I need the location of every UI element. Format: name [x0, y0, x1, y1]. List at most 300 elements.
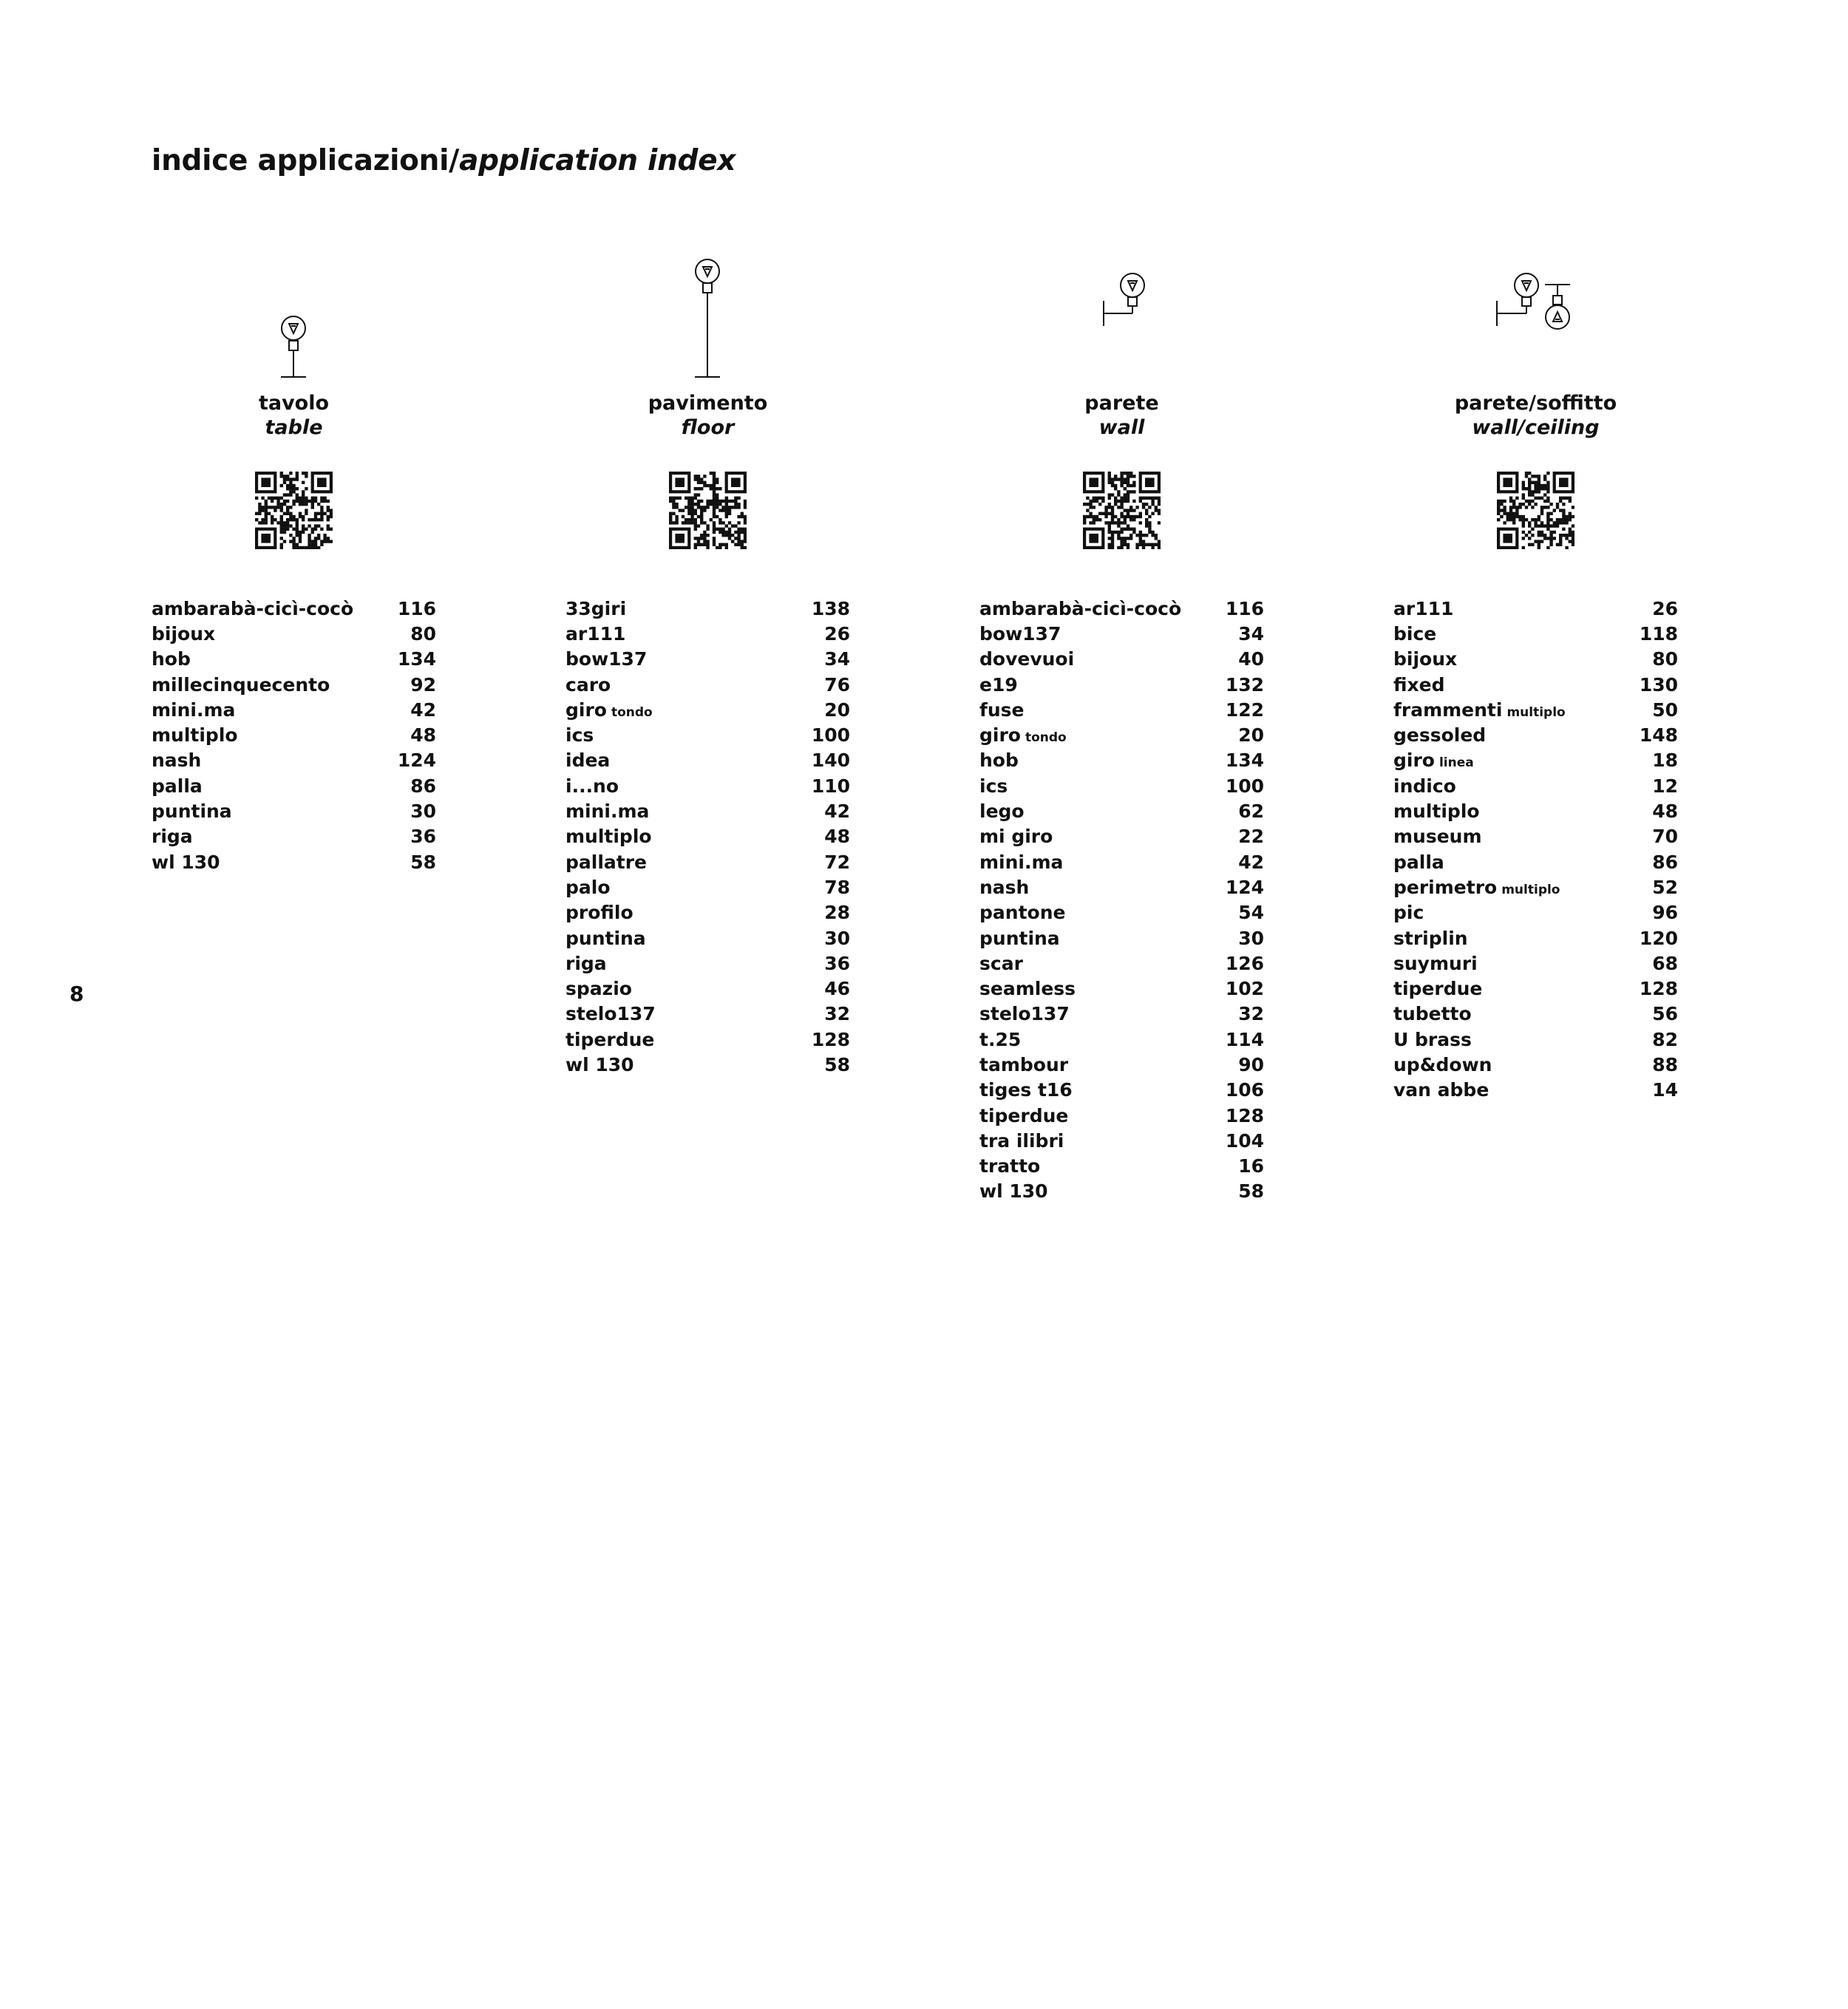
- product-name-text: lego: [979, 800, 1025, 823]
- product-name-text: giro: [565, 698, 607, 721]
- list-item[interactable]: [979, 1078, 1264, 1103]
- page-reference: 122: [1225, 698, 1264, 721]
- page-reference: 42: [410, 698, 436, 721]
- list-item[interactable]: [1393, 900, 1678, 925]
- list-item[interactable]: [979, 697, 1264, 722]
- list-item[interactable]: [979, 874, 1264, 900]
- product-name-text: perimetro: [1393, 876, 1498, 898]
- category-italian: parete: [1084, 392, 1159, 415]
- product-name: [565, 1029, 654, 1050]
- product-name-text: millecinquecento: [152, 673, 330, 696]
- list-item[interactable]: [979, 824, 1264, 849]
- product-name: [152, 699, 235, 721]
- product-name: [565, 851, 647, 873]
- page-reference: 30: [824, 927, 850, 949]
- product-name-text: multiplo: [1393, 800, 1480, 823]
- list-item[interactable]: [152, 697, 436, 722]
- page-reference: 120: [1639, 927, 1678, 949]
- index-list: [152, 596, 436, 874]
- index-list: [565, 596, 850, 1078]
- list-item[interactable]: [1393, 697, 1678, 722]
- list-item[interactable]: [1393, 874, 1678, 900]
- list-item[interactable]: [1393, 798, 1678, 823]
- page-reference: 18: [1652, 749, 1678, 772]
- list-item[interactable]: [979, 976, 1264, 1001]
- product-name-text: riga: [565, 952, 607, 974]
- list-item[interactable]: [979, 647, 1264, 672]
- list-item[interactable]: [979, 1103, 1264, 1128]
- page-reference: 126: [1225, 952, 1264, 974]
- page-reference: 114: [1225, 1028, 1264, 1050]
- product-name-text: tiges t16: [979, 1079, 1073, 1101]
- product-name-text: puntina: [979, 927, 1060, 949]
- column-floor: [565, 0, 850, 1257]
- page-reference: 128: [1225, 1104, 1264, 1126]
- index-list: [1393, 596, 1678, 1103]
- product-name: [979, 877, 1029, 898]
- list-item[interactable]: [979, 900, 1264, 925]
- product-name: [1393, 902, 1424, 923]
- product-name: [1393, 1054, 1492, 1075]
- product-name-text: tiperdue: [565, 1028, 655, 1050]
- list-item[interactable]: [565, 798, 850, 823]
- page-reference: 32: [1238, 1003, 1264, 1025]
- product-name: [1393, 1003, 1472, 1024]
- page-reference: 34: [1238, 622, 1264, 645]
- product-name: [1393, 1079, 1489, 1101]
- product-name-text: mi giro: [979, 826, 1053, 848]
- list-item[interactable]: [565, 976, 850, 1001]
- list-item[interactable]: [152, 647, 436, 672]
- product-name: [565, 953, 607, 974]
- product-name: [152, 826, 193, 847]
- product-name: [565, 928, 646, 949]
- list-item[interactable]: [1393, 773, 1678, 798]
- product-name: [1393, 1029, 1472, 1050]
- product-name-text: U brass: [1393, 1028, 1472, 1050]
- product-name: [1393, 724, 1486, 746]
- page-reference: 30: [410, 800, 436, 823]
- list-item[interactable]: [1393, 951, 1678, 976]
- list-item[interactable]: [565, 621, 850, 646]
- column-wall-ceiling: [1393, 0, 1678, 1257]
- product-name-text: fuse: [979, 698, 1025, 721]
- list-item[interactable]: [565, 1027, 850, 1052]
- product-name-text: 33giri: [565, 597, 627, 619]
- list-item[interactable]: [979, 1052, 1264, 1077]
- product-name: [1393, 674, 1445, 696]
- product-name: [565, 598, 626, 619]
- title-english: application index: [459, 144, 736, 177]
- product-name-text: tratto: [979, 1155, 1041, 1177]
- list-item[interactable]: [979, 621, 1264, 646]
- product-name: [1393, 775, 1456, 797]
- product-name-text: dovevuoi: [979, 648, 1075, 670]
- page-reference: 148: [1639, 724, 1678, 747]
- product-name: [979, 699, 1025, 721]
- page-reference: 48: [1652, 800, 1678, 823]
- page-reference: 26: [824, 622, 850, 645]
- product-name: [565, 902, 633, 923]
- product-name-text: tubetto: [1393, 1003, 1472, 1025]
- product-name: [565, 724, 594, 746]
- category-italian: pavimento: [648, 392, 768, 415]
- product-name-text: wl 130: [565, 1053, 634, 1075]
- product-name-text: gessoled: [1393, 724, 1487, 747]
- product-name-text: bow137: [979, 622, 1061, 645]
- list-item[interactable]: [565, 824, 850, 849]
- product-name: [1393, 800, 1480, 822]
- index-list: [979, 596, 1264, 1204]
- list-item[interactable]: [565, 748, 850, 773]
- product-name-text: bice: [1393, 622, 1437, 645]
- page-reference: 92: [410, 673, 436, 696]
- product-name-text: profilo: [565, 902, 633, 924]
- list-item[interactable]: [1393, 672, 1678, 697]
- page-reference: 100: [811, 724, 850, 747]
- page-reference: 134: [397, 648, 436, 670]
- product-name: [152, 623, 215, 645]
- page-reference: 106: [1225, 1079, 1264, 1101]
- product-name: [565, 648, 647, 670]
- page-reference: 36: [410, 826, 436, 848]
- qr-code-icon[interactable]: [255, 472, 333, 549]
- product-name-text: puntina: [565, 927, 646, 949]
- product-name-text: van abbe: [1393, 1079, 1489, 1101]
- page-reference: 56: [1652, 1003, 1678, 1025]
- category-italian: tavolo: [258, 392, 330, 415]
- list-item[interactable]: [979, 1027, 1264, 1052]
- table-lamp-icon: [152, 255, 436, 384]
- page-reference: 48: [410, 724, 436, 747]
- product-name: [979, 648, 1074, 670]
- product-name-text: striplin: [1393, 927, 1468, 949]
- product-name: [565, 749, 610, 771]
- list-item[interactable]: [979, 849, 1264, 874]
- floor-lamp-icon: [565, 255, 850, 384]
- product-name-text: multiplo: [565, 826, 652, 848]
- product-name: [979, 826, 1053, 847]
- list-item[interactable]: [979, 748, 1264, 773]
- product-name: [565, 699, 653, 721]
- product-name-text: up&down: [1393, 1053, 1492, 1075]
- product-name: [979, 1105, 1068, 1126]
- product-name: [565, 623, 625, 645]
- product-name: [979, 1029, 1021, 1050]
- product-name-text: pic: [1393, 902, 1424, 924]
- product-name: [1393, 699, 1566, 721]
- page-reference: 58: [410, 851, 436, 873]
- list-item[interactable]: [1393, 925, 1678, 951]
- product-name-text: bijoux: [1393, 648, 1458, 670]
- product-name: [1393, 623, 1436, 645]
- list-item[interactable]: [152, 621, 436, 646]
- product-name: [565, 1003, 656, 1024]
- list-item[interactable]: [979, 925, 1264, 951]
- list-item[interactable]: [1393, 1002, 1678, 1027]
- product-name-text: palla: [152, 775, 203, 797]
- page-reference: 50: [1652, 698, 1678, 721]
- list-item[interactable]: [152, 773, 436, 798]
- product-name-text: palo: [565, 876, 611, 898]
- page-reference: 36: [824, 952, 850, 974]
- page-reference: 42: [1238, 851, 1264, 873]
- product-name: [1393, 749, 1474, 771]
- page-number: 8: [69, 982, 84, 1006]
- page-reference: 58: [824, 1053, 850, 1075]
- page-reference: 32: [824, 1003, 850, 1025]
- product-name: [979, 749, 1019, 771]
- product-name-text: scar: [979, 952, 1023, 974]
- product-name-text: tra ilibri: [979, 1129, 1064, 1152]
- page-reference: 124: [397, 749, 436, 772]
- list-item[interactable]: [979, 1154, 1264, 1179]
- list-item[interactable]: [565, 672, 850, 697]
- list-item[interactable]: [152, 824, 436, 849]
- page-reference: 30: [1238, 927, 1264, 949]
- list-item[interactable]: [565, 1002, 850, 1027]
- product-name: [1393, 851, 1444, 873]
- product-name: [152, 800, 232, 822]
- product-name: [152, 648, 191, 670]
- page-reference: 26: [1652, 597, 1678, 619]
- product-name: [979, 928, 1060, 949]
- product-name: [152, 598, 353, 619]
- list-item[interactable]: [565, 647, 850, 672]
- product-name-text: ambarabà-cicì-cocò: [152, 597, 354, 619]
- product-name: [565, 1054, 634, 1075]
- product-name: [979, 598, 1181, 619]
- product-name: [1393, 928, 1468, 949]
- page-reference: 14: [1652, 1079, 1678, 1101]
- product-name: [979, 851, 1063, 873]
- product-name: [565, 775, 619, 797]
- category-english: wall/ceiling: [1472, 416, 1600, 439]
- page-reference: 116: [1225, 597, 1264, 619]
- product-name-text: multiplo: [152, 724, 238, 747]
- list-item[interactable]: [1393, 647, 1678, 672]
- page-reference: 96: [1652, 902, 1678, 924]
- page-reference: 22: [1238, 826, 1264, 848]
- product-name-text: ics: [979, 775, 1008, 797]
- list-item[interactable]: [979, 951, 1264, 976]
- product-name-text: ar111: [1393, 597, 1454, 619]
- list-item[interactable]: [565, 697, 850, 722]
- product-name: [979, 902, 1065, 923]
- product-name: [1393, 953, 1478, 974]
- product-variant: multiplo: [1506, 704, 1566, 720]
- list-item[interactable]: [979, 722, 1264, 747]
- product-name-text: bijoux: [152, 622, 216, 645]
- product-name: [979, 1003, 1070, 1024]
- list-item[interactable]: [1393, 849, 1678, 874]
- product-name: [152, 749, 201, 771]
- page-reference: 62: [1238, 800, 1264, 823]
- list-item[interactable]: [152, 748, 436, 773]
- page-reference: 130: [1639, 673, 1678, 696]
- list-item[interactable]: [979, 596, 1264, 621]
- product-name-text: mini.ma: [152, 698, 236, 721]
- product-name: [1393, 598, 1453, 619]
- page-reference: 52: [1652, 876, 1678, 898]
- list-item[interactable]: [979, 798, 1264, 823]
- qr-code-icon[interactable]: [669, 472, 747, 549]
- product-name-text: tiperdue: [1393, 978, 1483, 1000]
- page-reference: 116: [397, 597, 436, 619]
- product-name: [152, 851, 220, 873]
- list-item[interactable]: [979, 1179, 1264, 1204]
- product-name: [1393, 648, 1457, 670]
- page-reference: 28: [824, 902, 850, 924]
- category-italian: parete/soffitto: [1454, 392, 1617, 415]
- product-name-text: stelo137: [565, 1003, 656, 1025]
- product-name-text: giro: [1393, 749, 1435, 772]
- product-name: [979, 1155, 1040, 1177]
- list-item[interactable]: [565, 874, 850, 900]
- list-item[interactable]: [979, 1002, 1264, 1027]
- page-reference: 20: [1238, 724, 1264, 747]
- list-item[interactable]: [152, 849, 436, 874]
- page-reference: 34: [824, 648, 850, 670]
- page-reference: 42: [824, 800, 850, 823]
- product-name: [979, 978, 1076, 999]
- product-name: [1393, 877, 1560, 898]
- page-reference: 86: [410, 775, 436, 797]
- product-name-text: ar111: [565, 622, 626, 645]
- product-variant: linea: [1438, 755, 1474, 771]
- page-reference: 134: [1225, 749, 1264, 772]
- product-name-text: pantone: [979, 902, 1066, 924]
- page-reference: 90: [1238, 1053, 1264, 1075]
- product-name-text: pallatre: [565, 851, 648, 873]
- product-name-text: t.25: [979, 1028, 1022, 1050]
- product-name: [979, 724, 1067, 746]
- page-reference: 86: [1652, 851, 1678, 873]
- page-reference: 100: [1225, 775, 1264, 797]
- product-name: [565, 978, 632, 999]
- list-item[interactable]: [152, 798, 436, 823]
- product-name: [979, 623, 1061, 645]
- product-name: [152, 674, 330, 696]
- page-reference: 78: [824, 876, 850, 898]
- list-item[interactable]: [979, 1128, 1264, 1153]
- list-item[interactable]: [152, 722, 436, 747]
- product-name-text: caro: [565, 673, 611, 696]
- page-reference: 12: [1652, 775, 1678, 797]
- page-reference: 140: [811, 749, 850, 772]
- product-variant: multiplo: [1501, 882, 1560, 897]
- page-reference: 68: [1652, 952, 1678, 974]
- list-item[interactable]: [565, 722, 850, 747]
- product-name-text: ics: [565, 724, 594, 747]
- product-name-text: nash: [152, 749, 202, 772]
- page-reference: 20: [824, 698, 850, 721]
- qr-code-icon[interactable]: [1497, 472, 1574, 549]
- product-name-text: giro: [979, 724, 1021, 747]
- product-name-text: stelo137: [979, 1003, 1070, 1025]
- product-name-text: spazio: [565, 978, 632, 1000]
- page-reference: 46: [824, 978, 850, 1000]
- list-item[interactable]: [1393, 1078, 1678, 1103]
- product-name-text: palla: [1393, 851, 1444, 873]
- product-name: [979, 775, 1008, 797]
- list-item[interactable]: [1393, 722, 1678, 747]
- list-item[interactable]: [1393, 596, 1678, 621]
- list-item[interactable]: [1393, 621, 1678, 646]
- product-name: [979, 800, 1025, 822]
- product-name-text: puntina: [152, 800, 232, 823]
- list-item[interactable]: [565, 1052, 850, 1077]
- page-reference: 128: [811, 1028, 850, 1050]
- product-name: [979, 953, 1023, 974]
- page-reference: 76: [824, 673, 850, 696]
- list-item[interactable]: [1393, 824, 1678, 849]
- product-name: [565, 800, 649, 822]
- product-name: [1393, 978, 1482, 999]
- list-item[interactable]: [565, 773, 850, 798]
- page-reference: 104: [1225, 1129, 1264, 1152]
- page-reference: 54: [1238, 902, 1264, 924]
- product-name-text: i...no: [565, 775, 619, 797]
- list-item[interactable]: [1393, 1052, 1678, 1077]
- product-name-text: museum: [1393, 826, 1482, 848]
- list-item[interactable]: [565, 925, 850, 951]
- column-wall: [979, 0, 1264, 1257]
- page-reference: 16: [1238, 1155, 1264, 1177]
- page-reference: 80: [1652, 648, 1678, 670]
- category-english: floor: [681, 416, 735, 439]
- product-name-text: riga: [152, 826, 193, 848]
- product-name: [152, 724, 238, 746]
- title-italian: indice applicazioni/: [152, 144, 460, 177]
- product-name-text: mini.ma: [979, 851, 1064, 873]
- product-name: [979, 1054, 1068, 1075]
- list-item[interactable]: [565, 900, 850, 925]
- qr-code-icon[interactable]: [1083, 472, 1161, 549]
- list-item[interactable]: [1393, 748, 1678, 773]
- page-reference: 80: [410, 622, 436, 645]
- list-item[interactable]: [979, 672, 1264, 697]
- list-item[interactable]: [1393, 976, 1678, 1001]
- list-item[interactable]: [1393, 1027, 1678, 1052]
- product-name-text: ambarabà-cicì-cocò: [979, 597, 1182, 619]
- product-name-text: tiperdue: [979, 1104, 1069, 1126]
- product-name: [1393, 826, 1482, 847]
- product-name-text: seamless: [979, 978, 1076, 1000]
- page-reference: 40: [1238, 648, 1264, 670]
- list-item[interactable]: [152, 596, 436, 621]
- product-name: [979, 674, 1018, 696]
- product-name-text: wl 130: [979, 1180, 1048, 1203]
- product-name: [565, 877, 611, 898]
- page-reference: 82: [1652, 1028, 1678, 1050]
- list-item[interactable]: [565, 849, 850, 874]
- product-name-text: nash: [979, 876, 1030, 898]
- list-item[interactable]: [152, 672, 436, 697]
- product-name: [152, 775, 203, 797]
- product-name-text: idea: [565, 749, 611, 772]
- page-reference: 72: [824, 851, 850, 873]
- column-table: [152, 0, 436, 1257]
- list-item[interactable]: [565, 951, 850, 976]
- list-item[interactable]: [565, 596, 850, 621]
- product-name-text: suymuri: [1393, 952, 1478, 974]
- product-name-text: hob: [152, 648, 191, 670]
- list-item[interactable]: [979, 773, 1264, 798]
- page-reference: 48: [824, 826, 850, 848]
- product-name-text: hob: [979, 749, 1019, 772]
- product-name: [979, 1180, 1048, 1202]
